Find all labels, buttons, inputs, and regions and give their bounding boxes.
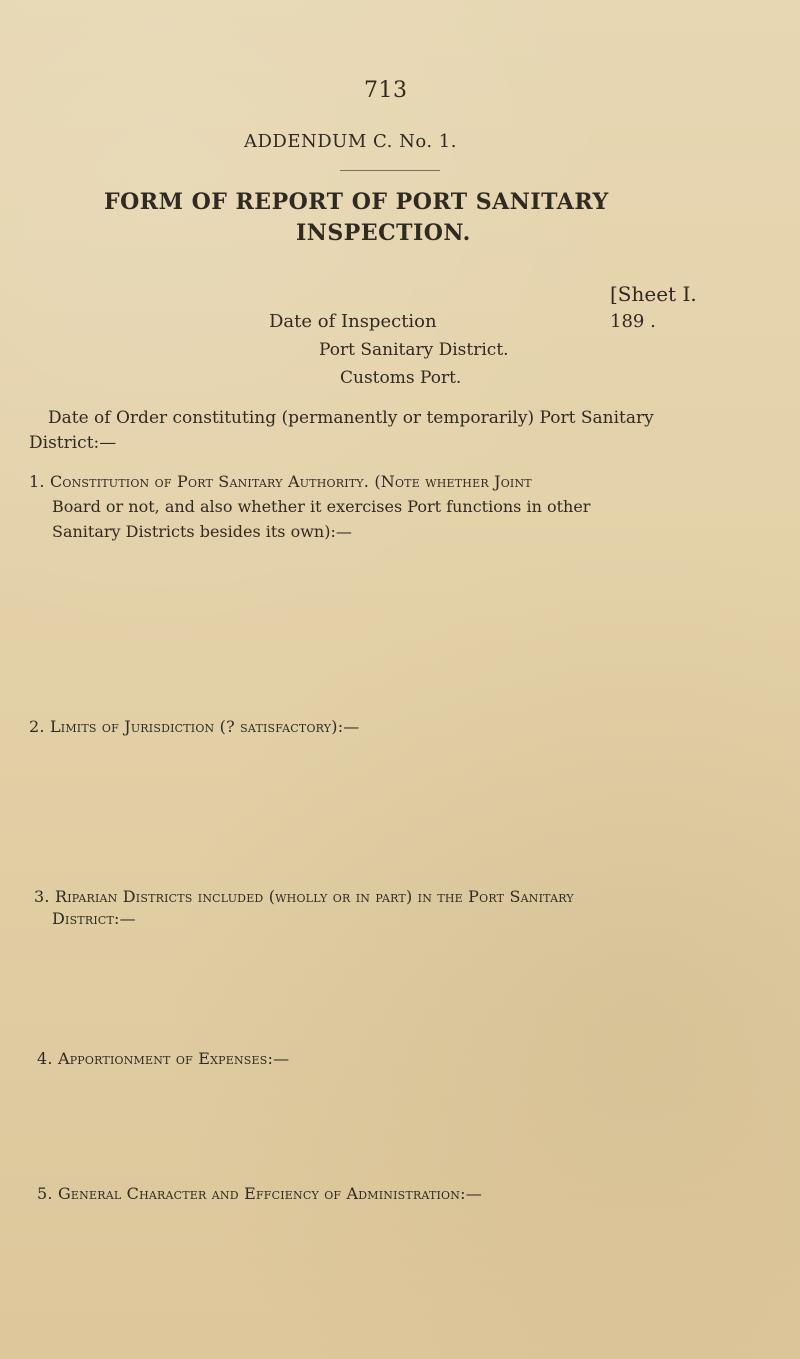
section-2-line-1: 2. Limits of Jurisdiction (? satisfactory):— — [29, 717, 360, 736]
section-1-line-3: Sanitary Districts besides its own):— — [52, 522, 352, 541]
addendum-heading: ADDENDUM C. No. 1. — [244, 131, 457, 152]
form-title-line-1: FORM OF REPORT OF PORT SANITARY — [104, 189, 609, 215]
heading-divider — [340, 170, 440, 171]
section-4-line-1: 4. Apportionment of Expenses:— — [37, 1049, 290, 1068]
section-1-line-2: Board or not, and also whether it exercises Port functions in other — [52, 497, 591, 516]
page-number: 713 — [364, 78, 408, 103]
date-of-inspection-year: 189 . — [610, 311, 656, 332]
section-3-line-2: District:— — [52, 909, 136, 928]
date-of-inspection-label: Date of Inspection — [269, 311, 437, 332]
section-1-line-1: 1. Constitution of Port Sanitary Authority. (Note whether Joint — [29, 472, 532, 491]
port-sanitary-district-label: Port Sanitary District. — [319, 340, 509, 360]
customs-port-label: Customs Port. — [340, 368, 462, 388]
section-3-line-1: 3. Riparian Districts included (wholly or in part) in the Port Sanitary — [34, 887, 574, 906]
order-line-2: District:— — [29, 433, 117, 453]
order-line-1: Date of Order constituting (permanently or temporarily) Port Sanitary — [48, 408, 654, 428]
sheet-label: [Sheet I. — [610, 282, 697, 306]
section-5-line-1: 5. General Character and Effciency of Administration:— — [37, 1184, 482, 1203]
form-title-line-2: INSPECTION. — [296, 220, 471, 246]
